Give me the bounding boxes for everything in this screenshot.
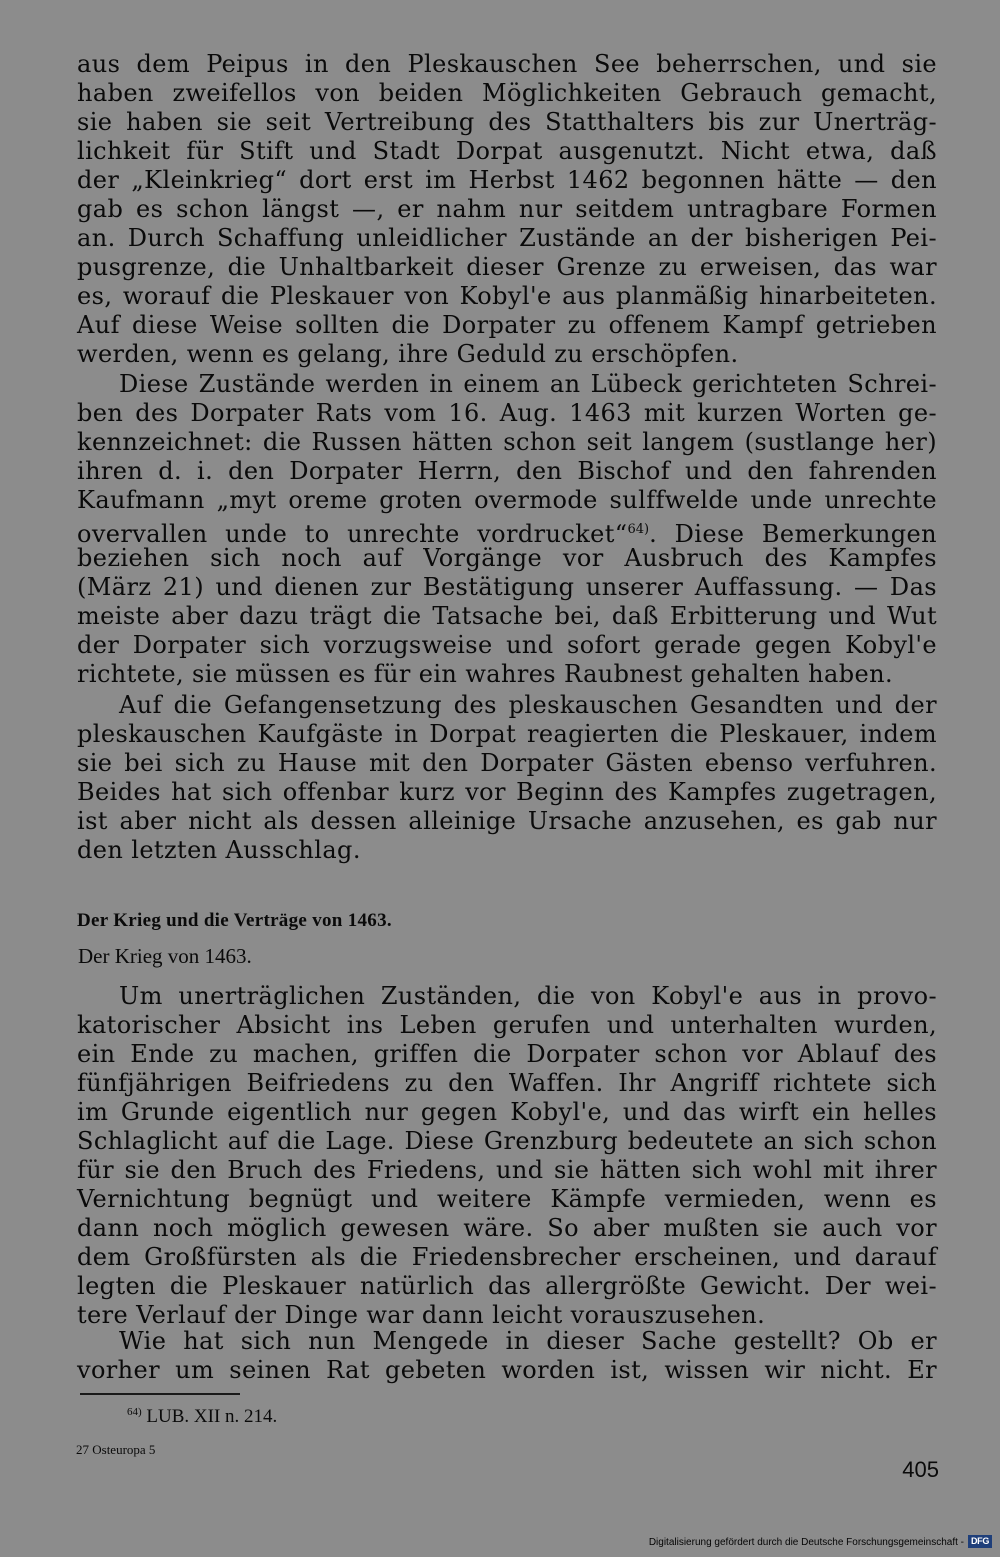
text-line: Schlaglicht auf die Lage. Diese Grenzburg bedeutete an sich schon (77, 1127, 937, 1155)
text-line: beziehen sich noch auf Vorgänge vor Ausbruch des Kampfes (77, 544, 937, 572)
text-line: tere Verlauf der Dinge war dann leicht vorauszusehen. (77, 1301, 766, 1329)
text-line: fünfjährigen Beifriedens zu den Waffen. Ihr Angriff richtete sich (77, 1069, 937, 1097)
digitization-credit: Digitalisierung gefördert durch die Deutsche Forschungsgemeinschaft - (648, 1537, 964, 1548)
text-line: Auf diese Weise sollten die Dorpater zu offenem Kampf getrieben (77, 311, 937, 339)
text-line: haben zweifellos von beiden Möglichkeiten Gebrauch gemacht, (77, 79, 937, 107)
text-line: (März 21) und dienen zur Bestätigung unserer Auffassung. — Das (77, 573, 937, 601)
text-line: ben des Dorpater Rats vom 16. Aug. 1463 mit kurzen Worten ge- (77, 399, 937, 427)
text-line: sie bei sich zu Hause mit den Dorpater Gästen ebenso verfuhren. (77, 749, 937, 777)
text-line: sie haben sie seit Vertreibung des Statthalters bis zur Unerträg- (77, 108, 937, 136)
text-line: kennzeichnet: die Russen hätten schon seit langem (sustlange her) (77, 428, 937, 456)
text-segment: . Diese Bemerkungen (649, 520, 937, 548)
dfg-logo-icon: DFG (968, 1535, 992, 1548)
text-line: vorher um seinen Rat gebeten worden ist, wissen wir nicht. Er (77, 1356, 937, 1384)
text-line: Auf die Gefangensetzung des pleskauschen Gesandten und der (119, 691, 937, 719)
text-line: ihren d. i. den Dorpater Herrn, den Bischof und den fahrenden (77, 457, 937, 485)
text-line: dem Großfürsten als die Friedensbrecher erscheinen, und darauf (77, 1243, 937, 1271)
text-line: der „Kleinkrieg“ dort erst im Herbst 1462 begonnen hätte — den (77, 166, 937, 194)
text-line: pleskauschen Kaufgäste in Dorpat reagierten die Pleskauer, indem (77, 720, 937, 748)
section-subheading: Der Krieg von 1463. (78, 944, 252, 968)
text-line: den letzten Ausschlag. (77, 836, 361, 864)
text-line: ist aber nicht als dessen alleinige Ursache anzusehen, es gab nur (77, 807, 937, 835)
text-line: Beides hat sich offenbar kurz vor Beginn des Kampfes zugetragen, (77, 778, 937, 806)
printer-signature: 27 Osteuropa 5 (76, 1442, 156, 1457)
text-line: an. Durch Schaffung unleidlicher Zustände an der bisherigen Pei- (77, 224, 937, 252)
text-line: werden, wenn es gelang, ihre Geduld zu erschöpfen. (77, 340, 739, 368)
text-line: dann noch möglich gewesen wäre. So aber mußten sie auch vor (77, 1214, 937, 1242)
text-line: pusgrenze, die Unhaltbarkeit dieser Grenze zu erweisen, das war (77, 253, 937, 281)
section-heading: Der Krieg und die Verträge von 1463. (77, 910, 392, 931)
footnote (127, 1406, 277, 1428)
text-line: Kaufmann „myt oreme groten overmode sulffwelde unde unrechte (77, 486, 937, 514)
footnote-marker: 64) (627, 522, 650, 537)
text-line: lichkeit für Stift und Stadt Dorpat ausgenutzt. Nicht etwa, daß (77, 137, 937, 165)
text-line: aus dem Peipus in den Pleskauschen See beherrschen, und sie (77, 50, 937, 78)
text-line: Diese Zustände werden in einem an Lübeck gerichteten Schrei- (119, 370, 937, 398)
text-line: für sie den Bruch des Friedens, und sie hätten sich wohl mit ihrer (77, 1156, 937, 1184)
text-line: es, worauf die Pleskauer von Kobyl'e aus planmäßig hinarbeiteten. (77, 282, 937, 310)
footnote-text: LUB. XII n. 214. (146, 1406, 278, 1427)
text-line: Vernichtung begnügt und weitere Kämpfe vermieden, wenn es (77, 1185, 937, 1213)
text-line: Wie hat sich nun Mengede in dieser Sache gestellt? Ob er (119, 1327, 937, 1355)
text-line: richtete, sie müssen es für ein wahres Raubnest gehalten haben. (77, 660, 894, 688)
text-line: meiste aber dazu trägt die Tatsache bei, daß Erbitterung und Wut (77, 602, 937, 630)
text-line: katorischer Absicht ins Leben gerufen und unterhalten wurden, (77, 1011, 937, 1039)
footnote-number: 64) (127, 1406, 142, 1418)
page-number: 405 (902, 1457, 939, 1482)
text-line: legten die Pleskauer natürlich das allergrößte Gewicht. Der wei- (77, 1272, 937, 1300)
text-segment: overvallen unde to unrechte vordrucket“ (77, 520, 628, 548)
text-line: Um unerträglichen Zuständen, die von Kobyl'e aus in provo- (119, 982, 937, 1010)
text-line: der Dorpater sich vorzugsweise und sofort gerade gegen Kobyl'e (77, 631, 937, 659)
text-line: im Grunde eigentlich nur gegen Kobyl'e, und das wirft ein helles (77, 1098, 937, 1126)
text-line: gab es schon längst —, er nahm nur seitdem untragbare Formen (77, 195, 937, 223)
text-line: ein Ende zu machen, griffen die Dorpater schon vor Ablauf des (77, 1040, 937, 1068)
footnote-divider (80, 1393, 240, 1395)
